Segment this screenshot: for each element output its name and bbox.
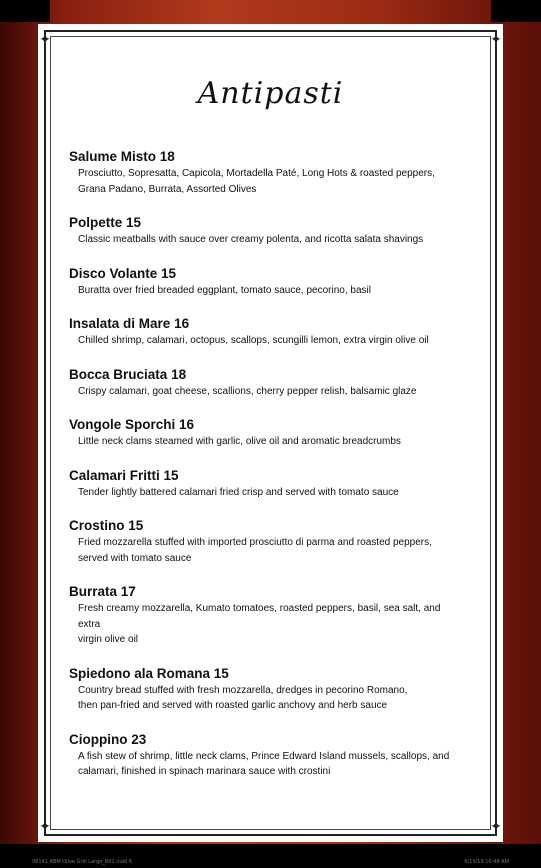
menu-item xyxy=(69,665,459,714)
menu-item-heading xyxy=(69,315,459,333)
menu-item-name: Spiedono ala Romana xyxy=(69,665,211,681)
menu-items-list xyxy=(69,148,459,797)
menu-item-name: Cioppino xyxy=(69,731,128,747)
menu-item-price: 16 xyxy=(174,316,190,331)
menu-item-price: 16 xyxy=(179,417,195,432)
corner-ornament-icon: ✦ xyxy=(490,32,502,48)
print-slug-right: 6/19/19 10:48 AM xyxy=(464,859,509,865)
menu-item-description: Fried mozzarella stuffed with imported prosciutto di parma and roasted peppers, xyxy=(78,537,432,548)
menu-item-description: Prosciutto, Sopresatta, Capicola, Mortadella Paté, Long Hots & roasted peppers, xyxy=(78,168,435,179)
menu-item-heading xyxy=(69,665,459,683)
menu-item-name: Insalata di Mare xyxy=(69,316,171,331)
print-slug-left: 08141 ABM Olive Grill Large_R02.indd 6 xyxy=(32,859,132,865)
menu-item-description: Little neck clams steamed with garlic, olive oil and aromatic breadcrumbs xyxy=(78,436,401,447)
menu-item-description: Classic meatballs with sauce over creamy polenta, and ricotta salata shavings xyxy=(78,234,424,245)
menu-item-price: 15 xyxy=(126,215,142,230)
menu-item-description: Grana Padano, Burrata, Assorted Olives xyxy=(78,183,257,195)
menu-item-name: Burrata xyxy=(69,584,118,599)
menu-item-heading xyxy=(69,366,459,384)
menu-item-heading xyxy=(69,214,459,232)
menu-item-heading xyxy=(69,583,459,601)
menu-item-description: Tender lightly battered calamari fried crisp and served with tomato sauce xyxy=(78,486,399,498)
menu-item-price: 15 xyxy=(213,665,229,681)
corner-ornament-icon: ✦ xyxy=(39,819,51,835)
frame-corner-top-left xyxy=(0,0,50,22)
menu-item-name: Calamari Fritti xyxy=(69,467,160,483)
menu-item-description: Chilled shrimp, calamari, octopus, scallops, scungilli lemon, extra virgin olive oil xyxy=(78,335,429,346)
menu-item-price: 23 xyxy=(131,731,147,747)
menu-item-heading xyxy=(69,416,459,434)
menu-item-price: 15 xyxy=(163,467,179,483)
menu-item-price: 17 xyxy=(120,584,136,599)
menu-item xyxy=(69,214,459,248)
menu-item-description: Crispy calamari, goat cheese, scallions, cherry pepper relish, balsamic glaze xyxy=(78,385,417,397)
menu-item-name: Polpette xyxy=(69,215,123,230)
menu-item-description: then pan-fried and served with roasted garlic anchovy and herb sauce xyxy=(78,700,388,711)
menu-item-description: calamari, finished in spinach marinara sauce with crostini xyxy=(78,766,331,777)
page-title: Antipasti xyxy=(197,76,344,111)
menu-item xyxy=(69,265,459,299)
menu-item-price: 18 xyxy=(159,149,175,164)
menu-item-heading xyxy=(69,467,459,485)
menu-item-price: 15 xyxy=(128,518,144,533)
menu-item xyxy=(69,416,459,450)
menu-item-heading xyxy=(69,265,459,283)
menu-item-name: Salume Misto xyxy=(69,149,157,164)
menu-item-description: Country bread stuffed with fresh mozzarella, dredges in pecorino Romano, xyxy=(78,684,408,696)
menu-item-heading xyxy=(69,517,459,535)
menu-item-name: Disco Volante xyxy=(69,265,158,281)
menu-item-description: virgin olive oil xyxy=(78,634,139,645)
menu-item xyxy=(69,583,459,648)
menu-item xyxy=(69,148,459,197)
corner-ornament-icon: ✦ xyxy=(39,32,51,48)
menu-item xyxy=(69,467,459,501)
corner-ornament-icon: ✦ xyxy=(490,819,502,835)
menu-item-name: Crostino xyxy=(69,518,125,533)
menu-item-description: served with tomato sauce xyxy=(78,552,192,564)
menu-item-description: A fish stew of shrimp, little neck clams, Prince Edward Island mussels, scallops, and xyxy=(78,750,450,762)
menu-item xyxy=(69,315,459,349)
menu-item-description: Fresh creamy mozzarella, Kumato tomatoes, roasted peppers, basil, sea salt, and extra xyxy=(78,603,441,630)
menu-item-heading xyxy=(69,148,459,166)
menu-item-name: Bocca Bruciata xyxy=(69,366,168,382)
menu-item xyxy=(69,517,459,566)
menu-item-price: 15 xyxy=(161,265,177,281)
menu-item-description: Buratta over fried breaded eggplant, tomato sauce, pecorino, basil xyxy=(78,284,371,296)
menu-item xyxy=(69,366,459,400)
menu-item xyxy=(69,731,459,780)
frame-corner-top-right xyxy=(491,0,541,22)
menu-item-price: 18 xyxy=(171,366,187,382)
menu-item-name: Vongole Sporchi xyxy=(69,417,176,432)
menu-item-heading xyxy=(69,731,459,749)
